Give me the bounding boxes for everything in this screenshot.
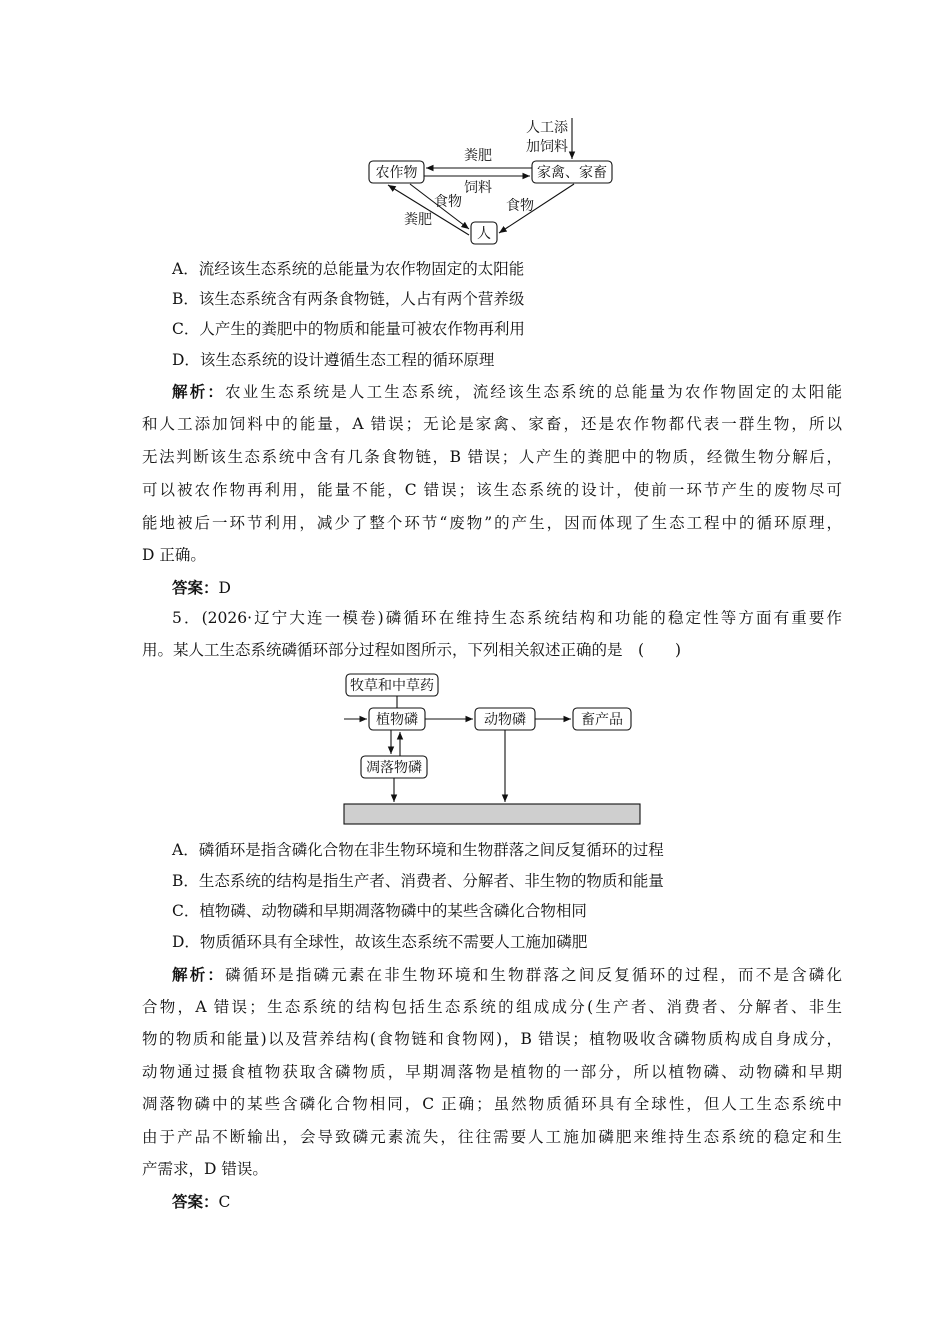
- q4-analysis-line-6: D 正确。: [142, 546, 206, 564]
- feed-input-label-2: 加饲料: [526, 139, 568, 155]
- q4-analysis-line-1: [172, 382, 842, 402]
- agro-ecosystem-diagram: [360, 112, 620, 248]
- soil-bar: [344, 804, 640, 824]
- plant-p-node-label: 植物磷: [376, 712, 418, 728]
- manure-left-label: 粪肥: [404, 212, 432, 228]
- q4-analysis-text-1: 农业生态系统是人工生态系统，流经该生态系统的总能量为农作物固定的太阳能: [225, 383, 842, 401]
- q5-analysis-line-4: 动物通过摄食植物获取含磷物质，早期凋落物是植物的一部分，所以植物磷、动物磷和早期: [142, 1063, 842, 1081]
- q5-analysis-line-1: [172, 965, 842, 985]
- q5-option-a: A．磷循环是指含磷化合物在非生物环境和生物群落之间反复循环的过程: [172, 841, 664, 859]
- q4-option-c: C．人产生的粪肥中的物质和能量可被农作物再利用: [172, 320, 525, 338]
- q4-answer: [172, 578, 872, 598]
- q4-option-b: B．该生态系统含有两条食物链，人占有两个营养级: [172, 290, 525, 308]
- q5-analysis-line-2: 合物，A 错误；生态系统的结构包括生态系统的组成成分(生产者、消费者、分解者、非生: [142, 998, 842, 1016]
- q4-analysis-line-2: 和人工添加饲料中的能量，A 错误；无论是家禽、家畜，还是农作物都代表一群生物，所以: [142, 415, 842, 433]
- q4-analysis-line-3: 无法判断该生态系统中含有几条食物链，B 错误；人产生的粪肥中的物质，经微生物分解后，: [142, 448, 842, 466]
- q4-analysis-line-5: 能地被后一环节利用，减少了整个环节“废物”的产生，因而体现了生态工程中的循环原理，: [142, 514, 842, 532]
- q5-answer-label: 答案：: [172, 1192, 219, 1211]
- feed-input-label-1: 人工添: [526, 120, 568, 136]
- q5-option-c: C．植物磷、动物磷和早期凋落物磷中的某些含磷化合物相同: [172, 902, 587, 920]
- q5-analysis-line-5: 凋落物磷中的某些含磷化合物相同，C 正确；虽然物质循环具有全球性，但人工生态系统中: [142, 1095, 842, 1113]
- food-right-label: 食物: [506, 198, 534, 214]
- forage-node-label: 牧草和中草药: [350, 678, 434, 694]
- q5-stem-line-1: 5．(2026·辽宁大连一模卷)磷循环在维持生态系统结构和功能的稳定性等方面有重要作: [172, 609, 842, 627]
- crops-node-label: 农作物: [375, 165, 418, 181]
- livestock-products-node-label: 畜产品: [581, 712, 623, 728]
- q5-analysis-text-1: 磷循环是指磷元素在非生物环境和生物群落之间反复循环的过程，而不是含磷化: [225, 966, 842, 984]
- q4-answer-value: D: [218, 579, 231, 597]
- q5-answer-value: C: [218, 1193, 231, 1211]
- livestock-node-label: 家禽、家畜: [537, 165, 607, 181]
- q5-stem-line-2: 用。某人工生态系统磷循环部分过程如图所示，下列相关叙述正确的是 ( ): [142, 641, 682, 659]
- manure-top-label: 粪肥: [464, 148, 492, 164]
- q4-option-d: D．该生态系统的设计遵循生态工程的循环原理: [172, 351, 495, 369]
- q5-option-d: D．物质循环具有全球性，故该生态系统不需要人工施加磷肥: [172, 933, 588, 951]
- q4-analysis-line-4: 可以被农作物再利用，能量不能，C 错误；该生态系统的设计，使前一环节产生的废物尽可: [142, 481, 842, 499]
- q4-analysis-label: 解析：: [172, 382, 226, 401]
- human-node-label: 人: [477, 226, 491, 242]
- q5-analysis-line-6: 由于产品不断输出，会导致磷元素流失，往往需要人工施加磷肥来维持生态系统的稳定和生: [142, 1128, 842, 1146]
- animal-p-node-label: 动物磷: [484, 712, 526, 728]
- litter-p-node-label: 凋落物磷: [366, 760, 422, 776]
- q4-option-a: A．流经该生态系统的总能量为农作物固定的太阳能: [172, 260, 525, 278]
- phosphorus-cycle-diagram: [340, 672, 650, 828]
- feed-middle-label: 饲料: [464, 180, 492, 196]
- q5-answer: [172, 1192, 872, 1212]
- q5-analysis-label: 解析：: [172, 965, 226, 984]
- food-left-label: 食物: [434, 194, 462, 210]
- q5-analysis-line-7: 产需求，D 错误。: [142, 1160, 268, 1178]
- q5-option-b: B．生态系统的结构是指生产者、消费者、分解者、非生物的物质和能量: [172, 872, 664, 890]
- q4-answer-label: 答案：: [172, 578, 219, 597]
- q5-analysis-line-3: 物的物质和能量)以及营养结构(食物链和食物网)，B 错误；植物吸收含磷物质构成自身成分，: [142, 1030, 842, 1048]
